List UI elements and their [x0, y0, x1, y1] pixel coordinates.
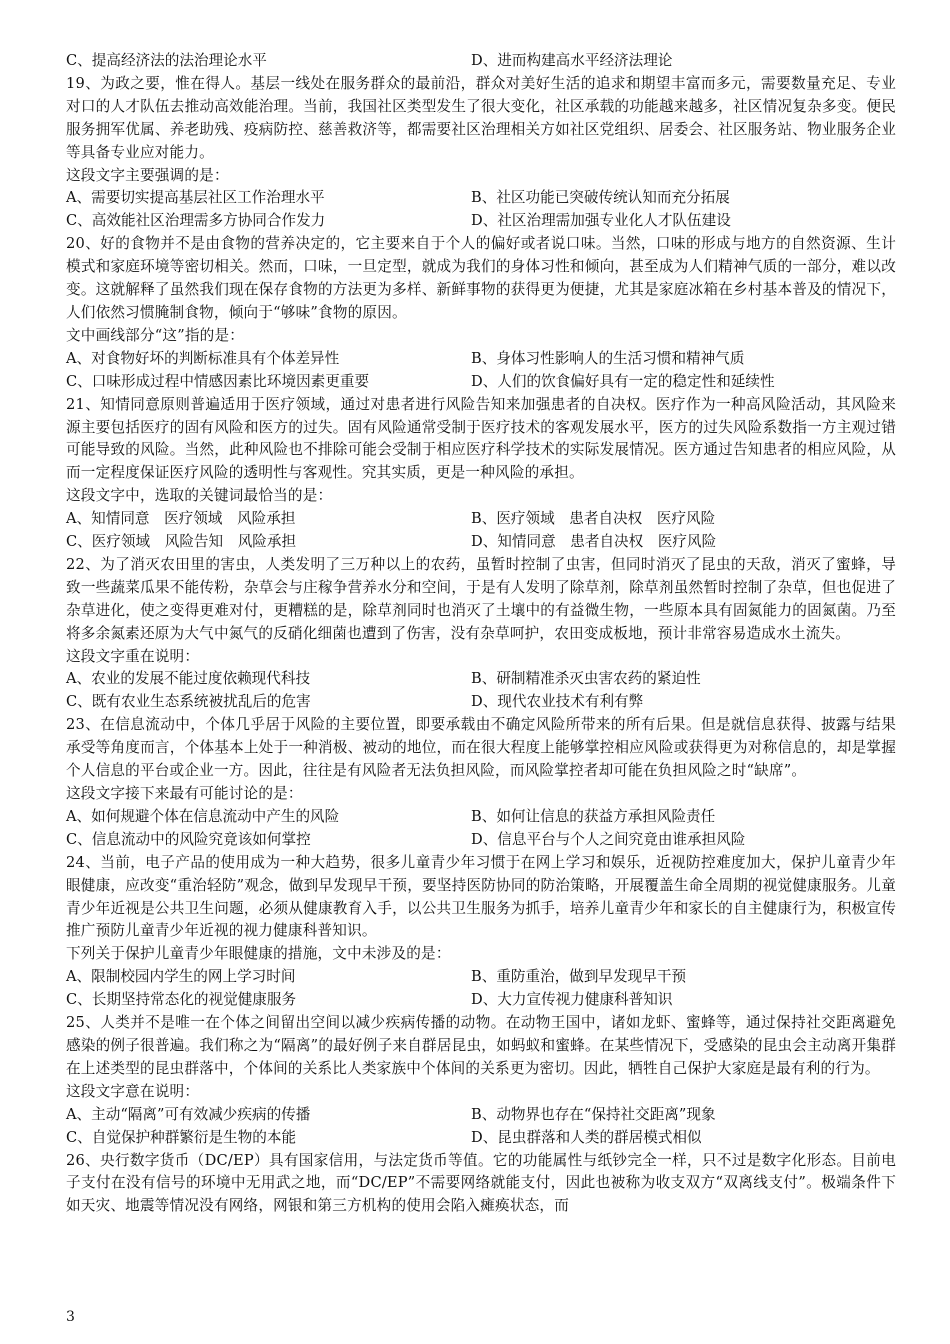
answer-option: D、社区治理需加强专业化人才队伍建设 — [471, 212, 731, 230]
page-number: 3 — [66, 1309, 75, 1325]
text-paragraph: 这段文字重在说明： — [66, 647, 200, 665]
text-paragraph: 这段文字中，选取的关键词最恰当的是： — [66, 487, 333, 505]
answer-option: A、如何规避个体在信息流动中产生的风险 — [66, 807, 340, 825]
answer-option: C、既有农业生态系统被扰乱后的危害 — [66, 693, 311, 711]
text-paragraph: 19、为政之要，惟在得人。基层一线处在服务群众的最前沿，群众对美好生活的追求和期望丰富而多元，需要数量充足、专业对口的人才队伍去推动高效能治理。当前，我国社区类型发生了很大变化，社区承载的功能越来越多，社区情况复杂多变。便民服务拥军优属、养老助残、疫病防控、慈善救济等，都需要社区治理相关方如社区党组织、居委会、社区服务站、物业服务企业等具备专业应对能力。 — [66, 74, 896, 161]
text-paragraph: 这段文字主要强调的是： — [66, 166, 229, 184]
answer-options-row — [66, 1127, 896, 1150]
answer-options-row — [66, 210, 896, 233]
text-paragraph: 文中画线部分“这”指的是： — [66, 326, 245, 344]
answer-options-row — [66, 371, 896, 394]
answer-option: B、社区功能已突破传统认知而充分拓展 — [471, 189, 730, 207]
text-paragraph: 22、为了消灭农田里的害虫，人类发明了三万种以上的农药，虽暂时控制了虫害，但同时消灭了昆虫的天敌，消灭了蜜蜂，导致一些蔬菜瓜果不能传粉，杂草会与庄稼争营养水分和空间，于是有人发明了除草剂，除草剂虽然暂时控制了杂草，但也促进了杂草进化，使之变得更难对付，更糟糕的是，除草剂同时也消灭了土壤中的有益微生物，一些原本具有固氮能力的固氮菌。乃至将多余氮素还原为大气中氮气的反硝化细菌也遭到了伤害，没有杂草呵护，农田变成板地，预计非常容易造成水土流失。 — [66, 555, 896, 642]
answer-option: D、人们的饮食偏好具有一定的稳定性和延续性 — [471, 372, 775, 390]
answer-options-row — [66, 691, 896, 714]
answer-option: B、身体习性影响人的生活习惯和精神气质 — [471, 349, 745, 367]
text-paragraph: 25、人类并不是唯一在个体之间留出空间以减少疾病传播的动物。在动物王国中，诸如龙虾、蜜蜂等，通过保持社交距离避免感染的例子很普遍。我们称之为“隔离”的最好例子来自群居昆虫，如蚂蚁和蜜蜂。在某些情况下，受感染的昆虫会主动离开集群在上述类型的昆虫群落中，个体间的关系比人类家族中个体间的关系更为密切。因此，牺牲自己保护大家庭是最有利的行为。 — [66, 1014, 896, 1077]
answer-option: D、昆虫群落和人类的群居模式相似 — [471, 1128, 702, 1146]
answer-option: A、限制校园内学生的网上学习时间 — [66, 968, 296, 986]
answer-option: A、知情同意 医疗领域 风险承担 — [66, 510, 296, 528]
text-paragraph: 这段文字意在说明： — [66, 1082, 200, 1100]
answer-option: B、研制精准杀灭虫害农药的紧迫性 — [471, 670, 701, 688]
answer-option: D、大力宣传视力健康科普知识 — [471, 991, 673, 1009]
answer-option: B、动物界也存在“保持社交距离”现象 — [471, 1105, 716, 1123]
text-paragraph: 下列关于保护儿童青少年眼健康的措施，文中未涉及的是： — [66, 945, 451, 963]
answer-options-row — [66, 806, 896, 829]
answer-option: D、现代农业技术有利有弊 — [471, 693, 644, 711]
answer-options-row — [66, 966, 896, 989]
answer-options-row — [66, 1104, 896, 1127]
text-paragraph: 24、当前，电子产品的使用成为一种大趋势，很多儿童青少年习惯于在网上学习和娱乐，近视防控难度加大，保护儿童青少年眼健康，应改变“重治轻防”观念，做到早发现早干预，要坚持医防协同的防治策略，开展覆盖生命全周期的视觉健康服务。儿童青少年近视是公共卫生问题，必须从健康教育入手，以公共卫生服务为抓手，培养儿童青少年和家长的自主健康行为，积极宣传推广预防儿童青少年近视的视力健康科普知识。 — [66, 853, 896, 940]
text-paragraph: 这段文字接下来最有可能讨论的是： — [66, 785, 303, 802]
answer-option: A、需要切实提高基层社区工作治理水平 — [66, 189, 325, 207]
answer-options-row — [66, 187, 896, 210]
text-paragraph: 26、央行数字货币（DC/EP）具有国家信用，与法定货币等值。它的功能属性与纸钞完全一样，只不过是数字化形态。目前电子支付在没有信号的环境中无用武之地，而“DC/EP”不需要网络就能支付，因此也被称为收支双方“双离线支付”。极端条件下如天灾、地震等情况没有网络，网银和第三方机构的使用会陷入瘫痪状态，而 — [66, 1151, 896, 1215]
text-paragraph: 23、在信息流动中，个体几乎居于风险的主要位置，即要承载由不确定风险所带来的所有后果。但是就信息获得、披露与结果承受等角度而言，个体基本上处于一种消极、被动的地位，而在很大程度上能够掌控相应风险或获得更为对称信息的，却是掌握个人信息的平台或企业一方。因此，往往是有风险者无法负担风险，而风险掌控者却可能在负担风险之时“缺席”。 — [66, 716, 896, 780]
answer-option: C、口味形成过程中情感因素比环境因素更重要 — [66, 372, 370, 390]
text-paragraph: 21、知情同意原则普遍适用于医疗领域，通过对患者进行风险告知来加强患者的自决权。医疗作为一种高风险活动，其风险来源主要包括医疗的固有风险和医方的过失。固有风险通常受制于医疗技术的客观发展水平，医方的过失风险系数指一方主观过错可能导致的风险。当然，此种风险也不排除可能会受制于相应医疗科学技术的实际发展情况。医方通过告知患者的相应风险，从而一定程度保证医疗风险的透明性与客观性。究其实质，更是一种风险的承担。 — [66, 395, 896, 482]
answer-options-row — [66, 50, 896, 73]
answer-option: C、提高经济法的法治理论水平 — [66, 52, 267, 69]
answer-options-row — [66, 531, 896, 554]
exam-page-content — [66, 50, 896, 1218]
answer-option: A、主动“隔离”可有效减少疾病的传播 — [66, 1105, 311, 1123]
answer-option: C、自觉保护种群繁衍是生物的本能 — [66, 1128, 297, 1146]
answer-option: D、进而构建高水平经济法理论 — [471, 52, 673, 69]
answer-options-row — [66, 668, 896, 691]
answer-option: A、农业的发展不能过度依赖现代科技 — [66, 670, 311, 688]
answer-option: B、重防重治，做到早发现早干预 — [471, 968, 687, 986]
answer-options-row — [66, 989, 896, 1012]
answer-option: B、医疗领域 患者自决权 医疗风险 — [471, 510, 716, 528]
answer-option: D、信息平台与个人之间究竟由谁承担风险 — [471, 830, 746, 848]
text-paragraph: 20、好的食物并不是由食物的营养决定的，它主要来自于个人的偏好或者说口味。当然，口味的形成与地方的自然资源、生计模式和家庭环境等密切相关。然而，口味，一旦定型，就成为我们的身体习性和倾向，甚至成为人们精神气质的一部分，难以改变。这就解释了虽然我们现在保存食物的方法更为多样、新鲜事物的获得更为便捷，尤其是家庭冰箱在乡村基本普及的情况下，人们依然习惯腌制食物，倾向于“够味”食物的原因。 — [66, 235, 896, 321]
answer-options-row — [66, 829, 896, 852]
answer-option: A、对食物好坏的判断标准具有个体差异性 — [66, 349, 340, 367]
answer-options-row — [66, 508, 896, 531]
answer-option: C、医疗领域 风险告知 风险承担 — [66, 533, 297, 551]
answer-option: C、长期坚持常态化的视觉健康服务 — [66, 991, 297, 1009]
answer-option: B、如何让信息的获益方承担风险责任 — [471, 807, 716, 825]
answer-option: C、高效能社区治理需多方协同合作发力 — [66, 212, 326, 230]
answer-option: D、知情同意 患者自决权 医疗风险 — [471, 533, 717, 551]
answer-option: C、信息流动中的风险究竟该如何掌控 — [66, 830, 311, 848]
answer-options-row — [66, 348, 896, 371]
